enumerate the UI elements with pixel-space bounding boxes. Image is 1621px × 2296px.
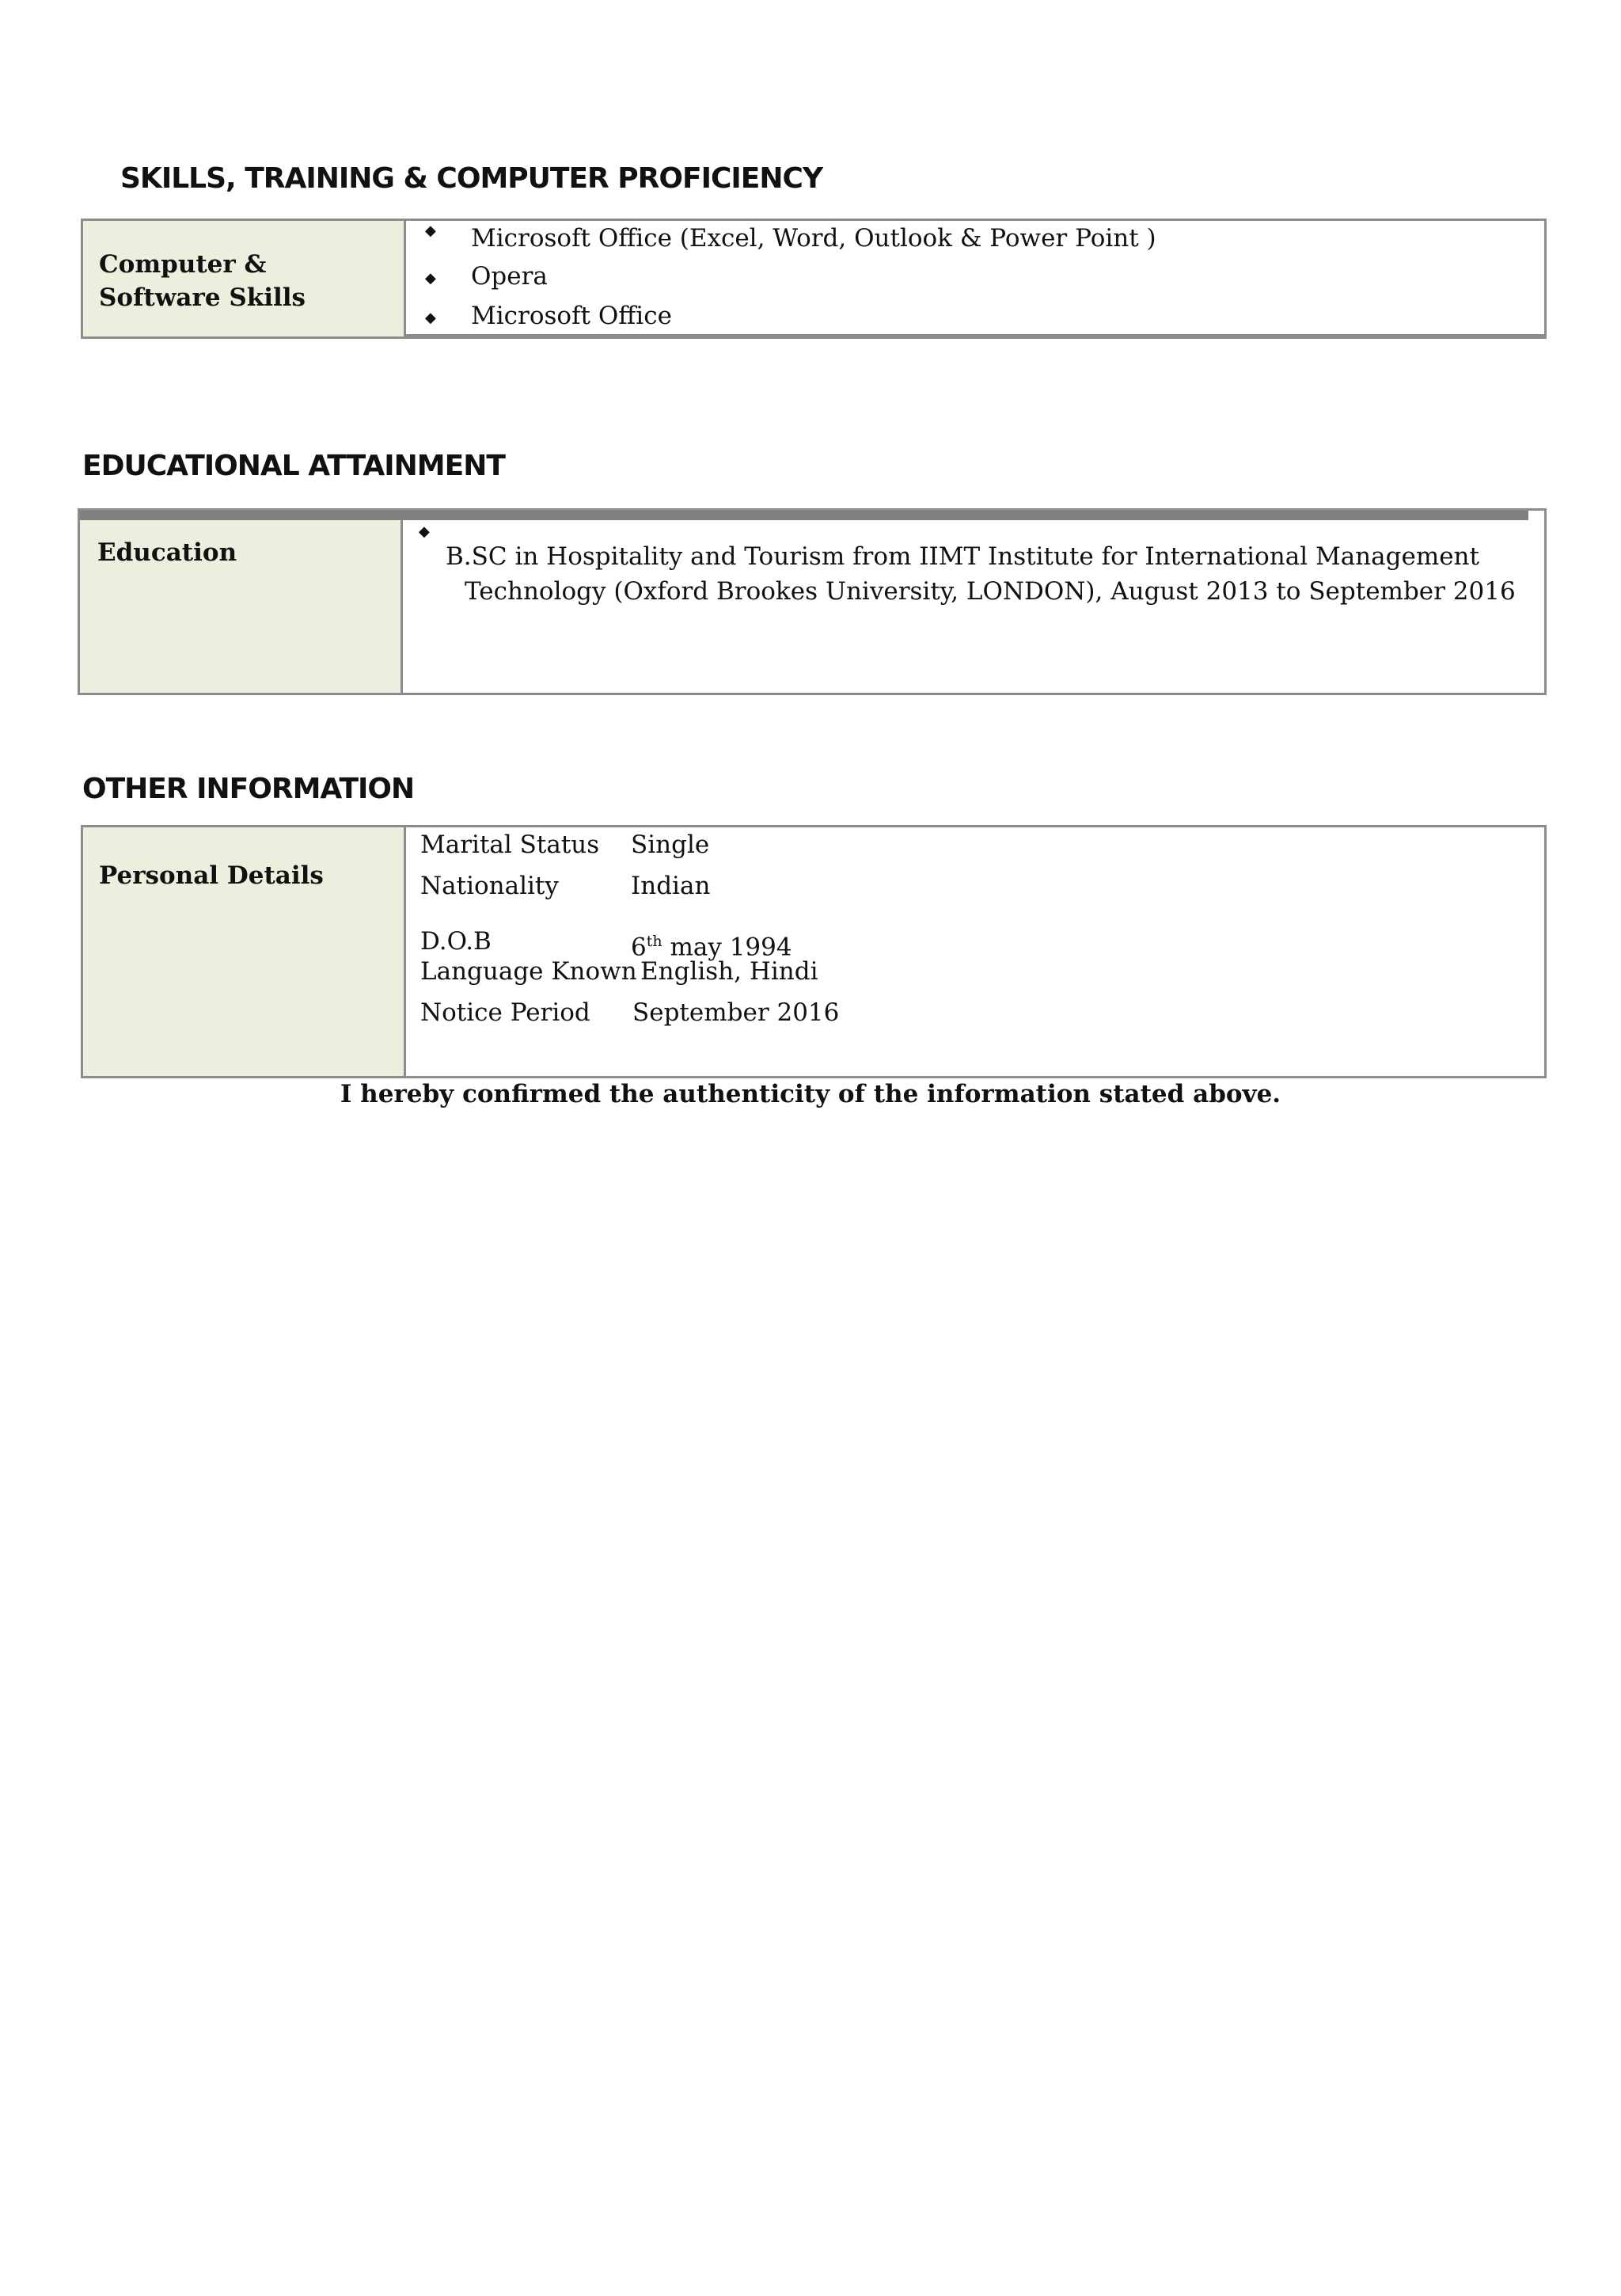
education-entry-line1: B.SC in Hospitality and Tourism from IIMT Institute for International Management — [446, 542, 1479, 571]
dob-suffix: th — [646, 933, 662, 950]
language-label: Language Known — [420, 957, 637, 986]
notice-period-value: September 2016 — [632, 998, 840, 1027]
diamond-bullet-icon: ◆ — [425, 310, 436, 326]
nationality-label: Nationality — [420, 872, 559, 900]
marital-status-label: Marital Status — [420, 831, 600, 859]
dob-day: 6 — [631, 933, 647, 962]
language-value: English, Hindi — [640, 957, 818, 986]
diamond-bullet-icon: ◆ — [425, 270, 436, 287]
education-entry-line2: Technology (Oxford Brookes University, LONDON), August 2013 to September 2016 — [465, 577, 1516, 606]
skills-item: Opera — [471, 262, 548, 291]
dob-rest: may 1994 — [662, 933, 792, 962]
nationality-value: Indian — [631, 872, 711, 900]
notice-period-label: Notice Period — [420, 998, 590, 1027]
dob-label: D.O.B — [420, 927, 492, 956]
skills-label: Computer & Software Skills — [99, 250, 306, 312]
skills-heading: SKILLS, TRAINING & COMPUTER PROFICIENCY — [120, 162, 823, 195]
skills-label-cell — [83, 221, 406, 336]
personal-details-label: Personal Details — [99, 861, 324, 890]
declaration-text: I hereby confirmed the authenticity of the information stated above. — [340, 1080, 1281, 1108]
diamond-bullet-icon: ◆ — [425, 222, 436, 239]
skills-content-cell — [406, 221, 1544, 336]
education-label: Education — [97, 538, 237, 567]
skills-item: Microsoft Office (Excel, Word, Outlook & Power Point ) — [471, 224, 1156, 253]
skills-item: Microsoft Office — [471, 302, 672, 330]
education-heading: EDUCATIONAL ATTAINMENT — [82, 450, 505, 482]
education-content-cell — [403, 511, 1544, 693]
skills-table — [81, 219, 1547, 339]
diamond-bullet-icon: ◆ — [419, 523, 430, 540]
education-table — [78, 508, 1547, 695]
education-label-cell — [80, 520, 403, 693]
personal-details-label-cell — [83, 827, 406, 1076]
other-info-heading: OTHER INFORMATION — [82, 773, 415, 805]
marital-status-value: Single — [631, 831, 710, 859]
personal-details-content-cell — [406, 827, 1544, 1076]
personal-details-table — [81, 825, 1547, 1078]
